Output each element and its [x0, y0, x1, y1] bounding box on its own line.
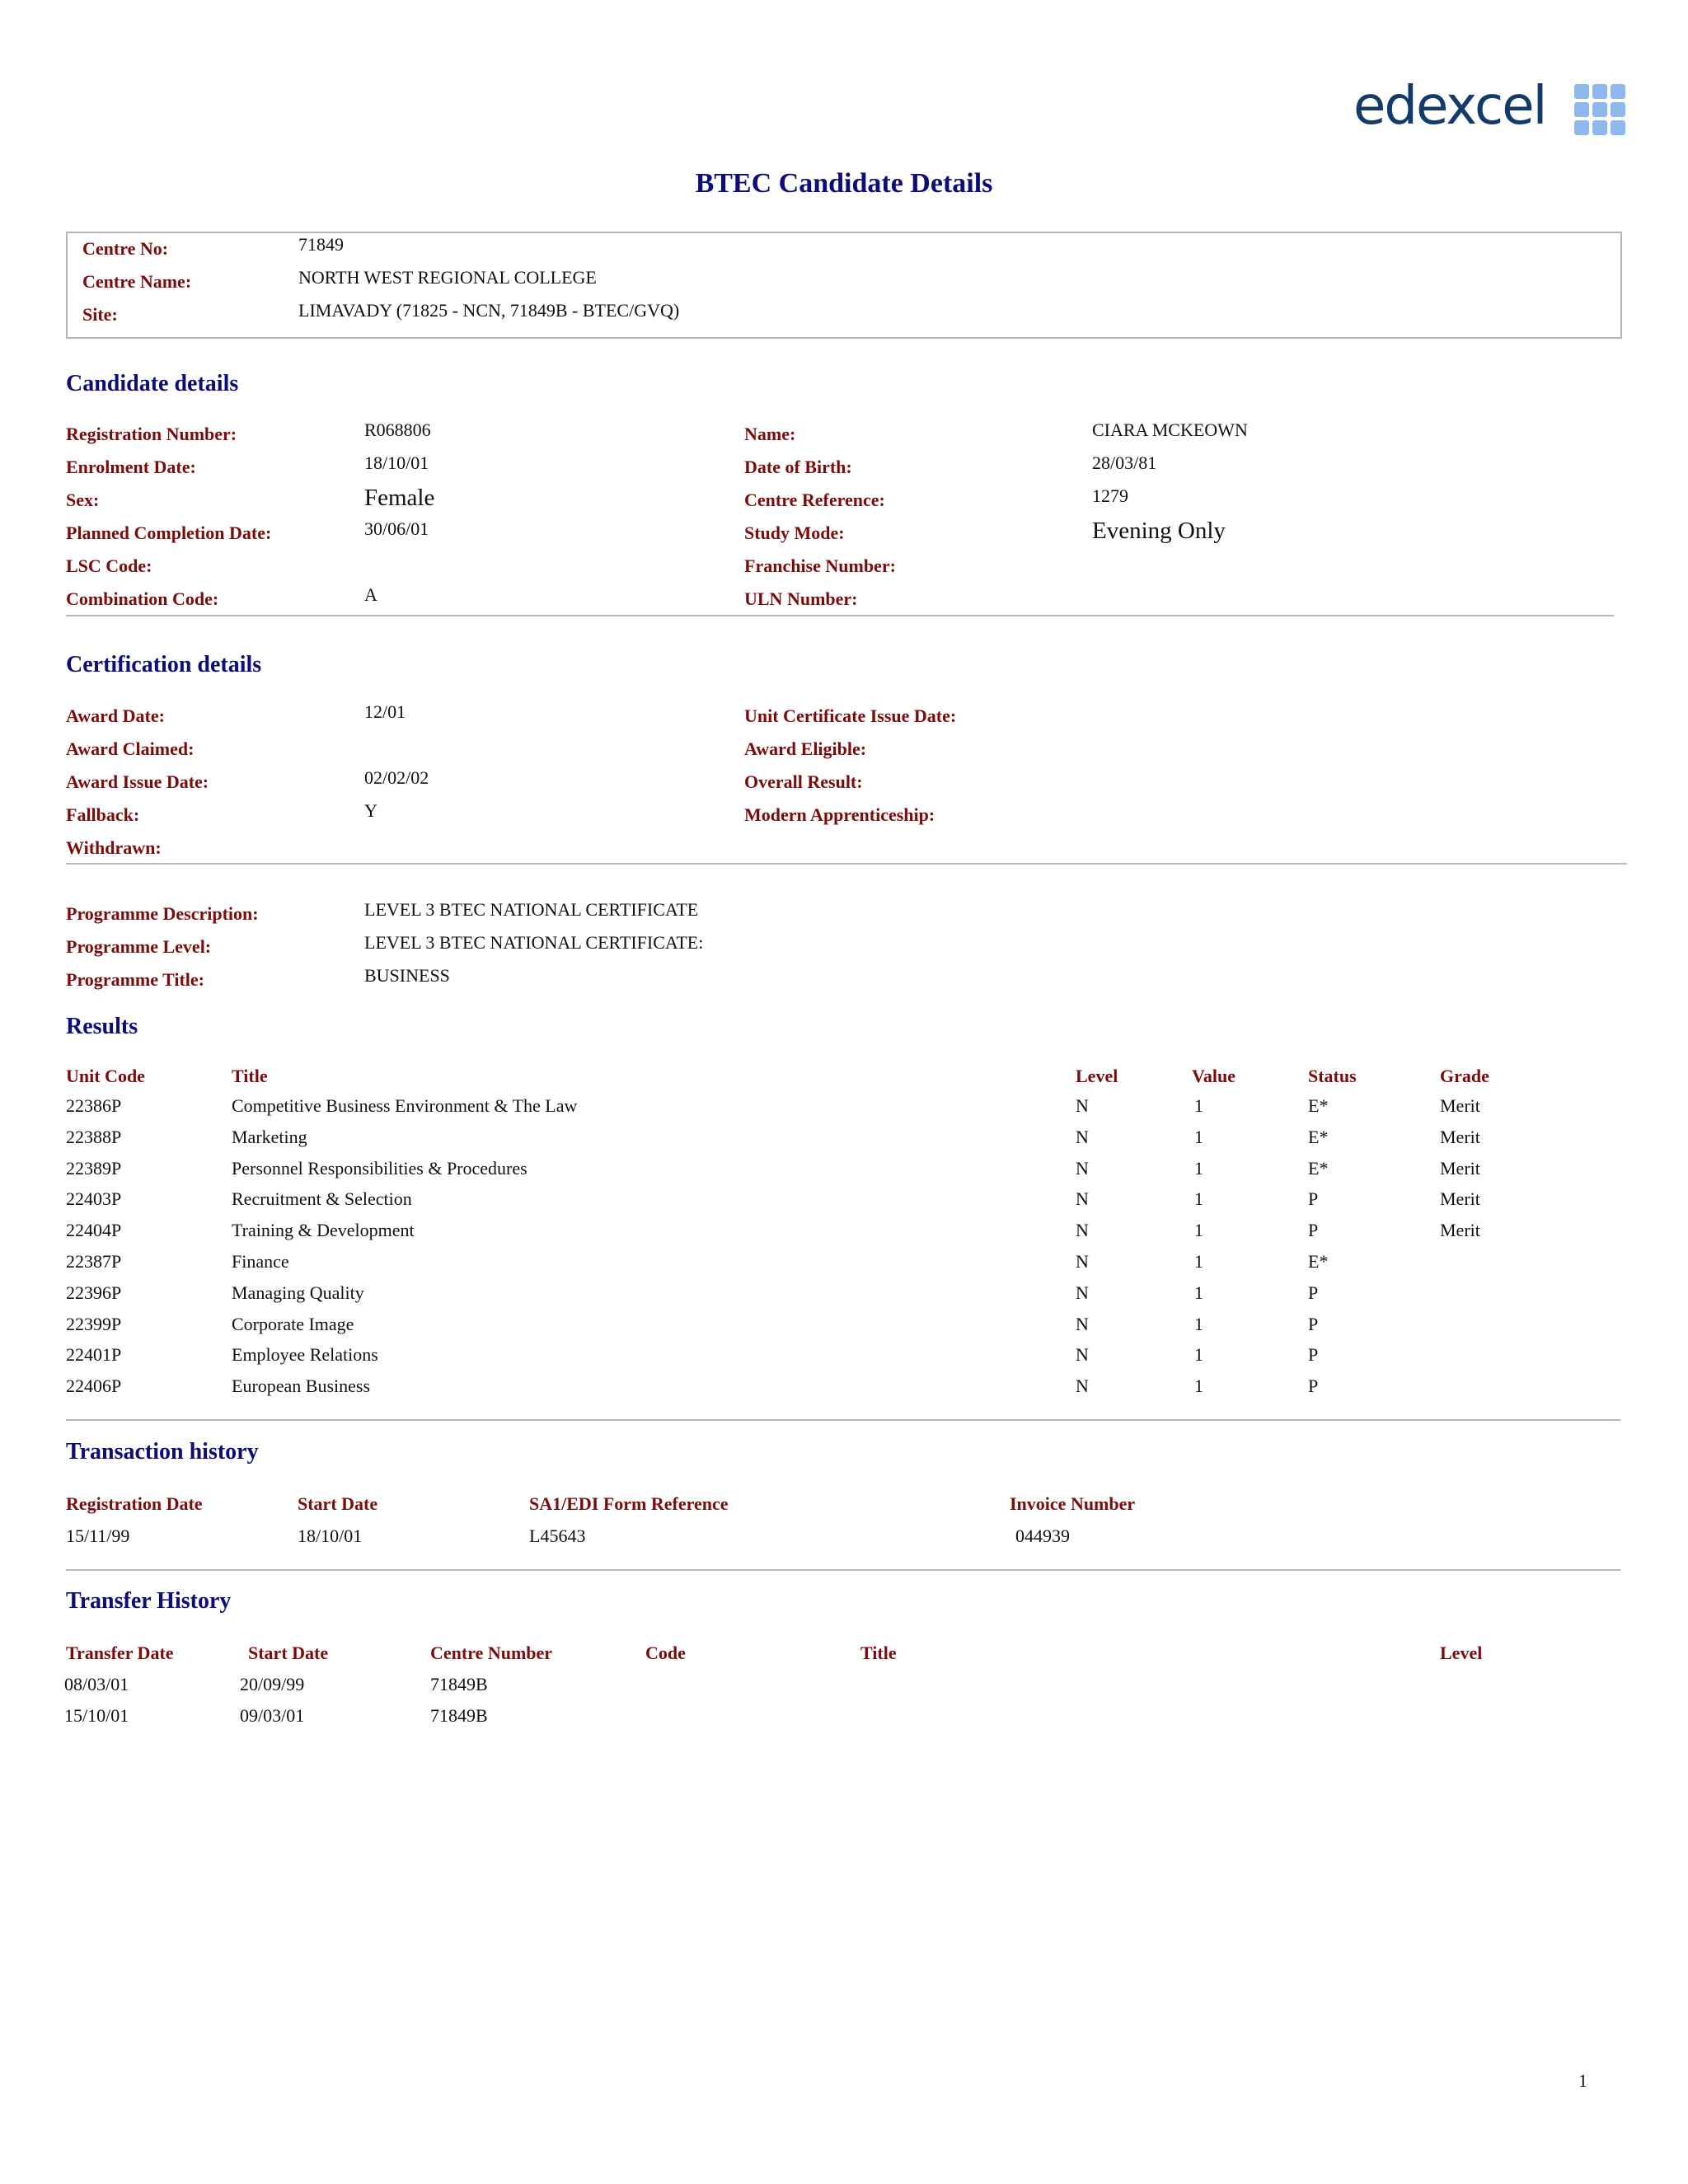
unit-title: Recruitment & Selection [232, 1188, 412, 1210]
results-col-grade: Grade [1440, 1066, 1489, 1086]
transaction-invoice-number: 044939 [1015, 1526, 1070, 1546]
unit-status: P [1308, 1376, 1319, 1397]
unit-title: Personnel Responsibilities & Procedures [232, 1157, 528, 1179]
unit-title: Corporate Image [232, 1313, 354, 1334]
site-value: LIMAVADY (71825 - NCN, 71849B - BTEC/GVQ) [298, 300, 680, 321]
unit-title: European Business [232, 1376, 371, 1397]
transfer-start-date: 09/03/01 [240, 1705, 305, 1726]
unit-title: Managing Quality [232, 1282, 364, 1303]
study-mode-label: Study Mode: [744, 523, 845, 543]
divider [66, 1569, 1620, 1571]
unit-code: 22401P [66, 1344, 122, 1366]
divider [66, 615, 1614, 616]
results-col-status: Status [1308, 1066, 1357, 1086]
unit-code: 22386P [66, 1095, 122, 1116]
programme-title-value: BUSINESS [364, 965, 450, 986]
programme-description-value: LEVEL 3 BTEC NATIONAL CERTIFICATE [364, 899, 699, 920]
unit-status: E* [1308, 1157, 1329, 1179]
page-title: BTEC Candidate Details [695, 168, 993, 199]
date-of-birth-label: Date of Birth: [744, 457, 852, 477]
unit-status: P [1308, 1313, 1319, 1334]
transaction-start-date: 18/10/01 [298, 1526, 363, 1546]
enrolment-date-value: 18/10/01 [364, 452, 429, 473]
centre-reference-label: Centre Reference: [744, 490, 885, 510]
programme-level-value: LEVEL 3 BTEC NATIONAL CERTIFICATE: [364, 932, 704, 953]
unit-level: N [1076, 1188, 1089, 1210]
unit-level: N [1076, 1157, 1089, 1179]
uln-number-label: ULN Number: [744, 588, 858, 609]
unit-status: P [1308, 1188, 1319, 1210]
transfers-col-code: Code [645, 1643, 686, 1663]
registration-number-label: Registration Number: [66, 424, 237, 444]
unit-grade: Merit [1440, 1188, 1480, 1210]
unit-status: E* [1308, 1251, 1329, 1272]
study-mode-value: Evening Only [1092, 518, 1226, 544]
unit-code: 22389P [66, 1157, 122, 1179]
results-col-unit-code: Unit Code [66, 1066, 145, 1086]
logo-grid-icon [1574, 84, 1625, 135]
award-date-value: 12/01 [364, 701, 406, 722]
transfer-centre-number: 71849B [430, 1674, 488, 1694]
modern-apprenticeship-label: Modern Apprenticeship: [744, 804, 935, 825]
transfer-centre-number: 71849B [430, 1705, 488, 1726]
unit-value: 1 [1194, 1376, 1203, 1397]
unit-status: P [1308, 1220, 1319, 1241]
fallback-label: Fallback: [66, 804, 140, 825]
unit-level: N [1076, 1313, 1089, 1334]
results-col-value: Value [1192, 1066, 1236, 1086]
unit-value: 1 [1194, 1251, 1203, 1272]
transactions-col-registration-date: Registration Date [66, 1493, 203, 1514]
transfer-history-heading: Transfer History [66, 1588, 232, 1614]
transfer-date: 08/03/01 [64, 1674, 129, 1694]
unit-status: P [1308, 1344, 1319, 1366]
candidate-details-heading: Candidate details [66, 371, 239, 396]
programme-description-label: Programme Description: [66, 903, 259, 924]
unit-title: Training & Development [232, 1220, 415, 1241]
unit-level: N [1076, 1251, 1089, 1272]
transfers-col-level: Level [1440, 1643, 1483, 1663]
unit-value: 1 [1194, 1282, 1203, 1303]
award-eligible-label: Award Eligible: [744, 738, 867, 759]
transfers-col-transfer-date: Transfer Date [66, 1643, 174, 1663]
unit-certificate-issue-date-label: Unit Certificate Issue Date: [744, 705, 957, 726]
unit-code: 22404P [66, 1220, 122, 1241]
unit-level: N [1076, 1376, 1089, 1397]
enrolment-date-label: Enrolment Date: [66, 457, 196, 477]
name-value: CIARA MCKEOWN [1092, 419, 1248, 440]
unit-grade: Merit [1440, 1220, 1480, 1241]
edexcel-logo [1353, 76, 1625, 137]
unit-grade: Merit [1440, 1095, 1480, 1116]
unit-code: 22396P [66, 1282, 122, 1303]
centre-name-value: NORTH WEST REGIONAL COLLEGE [298, 267, 597, 288]
transfer-start-date: 20/09/99 [240, 1674, 305, 1694]
unit-level: N [1076, 1126, 1089, 1147]
unit-value: 1 [1194, 1344, 1203, 1366]
certification-details-heading: Certification details [66, 652, 262, 677]
sex-value: Female [364, 485, 435, 511]
registration-number-value: R068806 [364, 419, 431, 440]
sex-label: Sex: [66, 490, 100, 510]
planned-completion-date-value: 30/06/01 [364, 518, 429, 539]
date-of-birth-value: 28/03/81 [1092, 452, 1157, 473]
award-issue-date-value: 02/02/02 [364, 767, 429, 788]
transfers-col-title: Title [860, 1643, 897, 1663]
unit-value: 1 [1194, 1313, 1203, 1334]
results-col-level: Level [1076, 1066, 1118, 1086]
transaction-registration-date: 15/11/99 [66, 1526, 130, 1546]
page-number: 1 [1578, 2070, 1587, 2091]
centre-no-label: Centre No: [82, 238, 169, 259]
combination-code-value: A [364, 584, 377, 605]
programme-level-label: Programme Level: [66, 936, 212, 957]
unit-code: 22388P [66, 1126, 122, 1147]
unit-level: N [1076, 1095, 1089, 1116]
unit-grade: Merit [1440, 1126, 1480, 1147]
logo-text: edexcel [1353, 76, 1546, 137]
unit-value: 1 [1194, 1095, 1203, 1116]
award-claimed-label: Award Claimed: [66, 738, 195, 759]
unit-level: N [1076, 1282, 1089, 1303]
divider [66, 863, 1627, 865]
lsc-code-label: LSC Code: [66, 555, 152, 576]
combination-code-label: Combination Code: [66, 588, 219, 609]
programme-title-label: Programme Title: [66, 969, 205, 990]
overall-result-label: Overall Result: [744, 771, 863, 792]
unit-code: 22406P [66, 1376, 122, 1397]
unit-level: N [1076, 1344, 1089, 1366]
centre-no-value: 71849 [298, 234, 344, 255]
unit-status: E* [1308, 1095, 1329, 1116]
results-heading: Results [66, 1014, 138, 1039]
transaction-history-heading: Transaction history [66, 1439, 259, 1465]
unit-title: Competitive Business Environment & The Law [232, 1095, 578, 1116]
transfer-date: 15/10/01 [64, 1705, 129, 1726]
unit-code: 22387P [66, 1251, 122, 1272]
unit-title: Marketing [232, 1126, 307, 1147]
centre-reference-value: 1279 [1092, 485, 1128, 506]
unit-code: 22399P [66, 1313, 122, 1334]
centre-name-label: Centre Name: [82, 271, 192, 292]
unit-value: 1 [1194, 1157, 1203, 1179]
unit-title: Employee Relations [232, 1344, 378, 1366]
transfers-col-start-date: Start Date [248, 1643, 329, 1663]
transactions-col-invoice-number: Invoice Number [1010, 1493, 1136, 1514]
franchise-number-label: Franchise Number: [744, 555, 896, 576]
unit-value: 1 [1194, 1126, 1203, 1147]
site-label: Site: [82, 304, 118, 325]
transaction-form-reference: L45643 [529, 1526, 586, 1546]
unit-level: N [1076, 1220, 1089, 1241]
planned-completion-date-label: Planned Completion Date: [66, 523, 272, 543]
unit-title: Finance [232, 1251, 289, 1272]
award-issue-date-label: Award Issue Date: [66, 771, 209, 792]
results-col-title: Title [232, 1066, 268, 1086]
unit-status: P [1308, 1282, 1319, 1303]
unit-grade: Merit [1440, 1157, 1480, 1179]
unit-status: E* [1308, 1126, 1329, 1147]
unit-value: 1 [1194, 1220, 1203, 1241]
transfers-col-centre-number: Centre Number [430, 1643, 553, 1663]
award-date-label: Award Date: [66, 705, 165, 726]
fallback-value: Y [364, 800, 377, 821]
transactions-col-start-date: Start Date [298, 1493, 378, 1514]
divider [66, 1419, 1620, 1421]
name-label: Name: [744, 424, 796, 444]
withdrawn-label: Withdrawn: [66, 837, 162, 858]
transactions-col-form-reference: SA1/EDI Form Reference [529, 1493, 729, 1514]
unit-value: 1 [1194, 1188, 1203, 1210]
unit-code: 22403P [66, 1188, 122, 1210]
